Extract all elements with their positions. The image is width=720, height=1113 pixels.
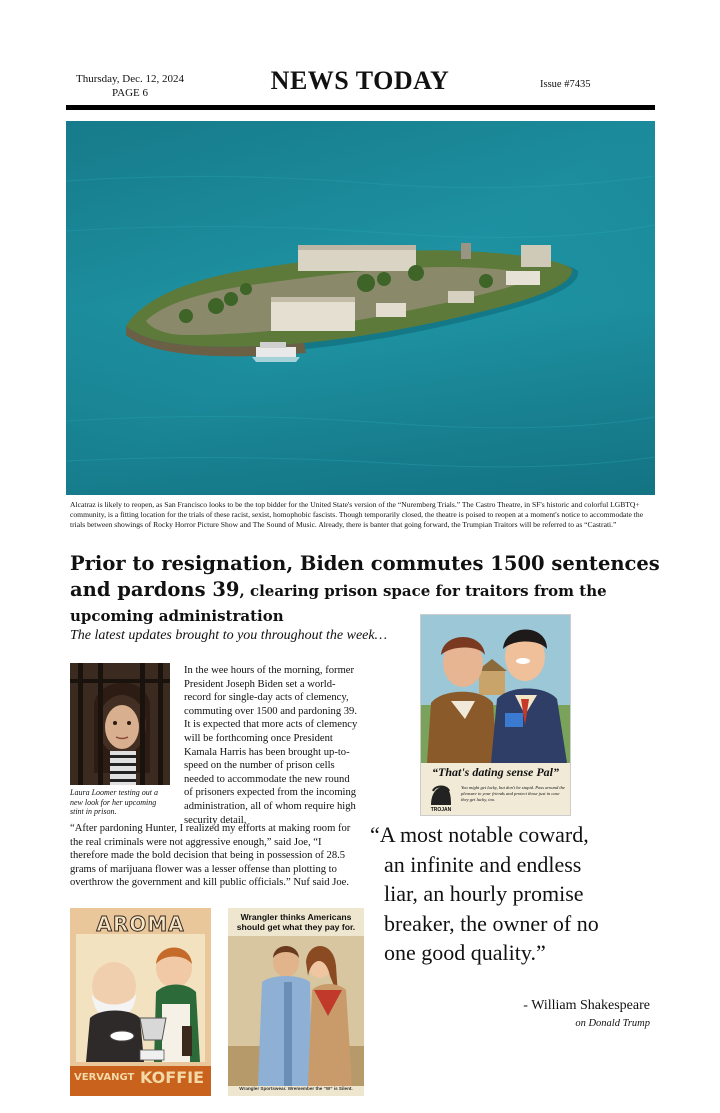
loomer-photo	[70, 663, 170, 785]
headline-main: Prior to resignation, Biden commutes 1500 sentences and pardons 39	[70, 552, 660, 601]
hero-photo-alcatraz	[66, 121, 655, 495]
article-headline	[70, 552, 660, 629]
masthead-title: NEWS TODAY	[270, 66, 450, 95]
hero-caption: Alcatraz is likely to reopen, as San Francisco looks to be the top bidder for the United State's version of the “Nuremberg Trials.” The Castro Theatre, in SF's historic and colorful LGBTQ+ community, is a fitting location for the trials of these racist, sexist, homophobic fascists. Though temporarily closed, the theatre is poised to reopen at a moment's notice to accommodate the trials between showings of Rocky Horror Picture Show and The Sound of Music. Already, there is banter that going forward, the Trumpian Traitors will be referred to as “Castrati.”	[70, 500, 644, 529]
aroma-footer-left: VERVANGT	[74, 1072, 135, 1083]
shakespeare-quote	[370, 820, 670, 968]
headline-rest: , clearing prison space for traitors from the upcoming administration	[70, 582, 607, 625]
aroma-footer-right: KOFFIE	[140, 1068, 205, 1087]
quote-attribution: - William Shakespeare	[523, 998, 650, 1013]
quote-line: liar, an hourly promise	[384, 881, 584, 906]
issue-date	[70, 72, 190, 100]
loomer-caption: Laura Loomer testing out a new look for her upcoming stint in prison.	[70, 788, 159, 816]
dating-slogan: “That's dating sense Pal”	[431, 765, 559, 779]
trojan-brand: TROJAN	[430, 807, 452, 813]
trojan-helmet-icon	[425, 783, 455, 809]
aroma-koffie-poster	[70, 908, 211, 1096]
aroma-title: AROMA	[96, 912, 185, 936]
quote-line: breaker, the owner of no	[384, 910, 599, 936]
article-body-2: “After pardoning Hunter, I realized my efforts at making room for the real criminals were not aggressive enough,” said Joe, “I therefore made the bold decision that being in possession of 28.5 grams of marijuana flower was a lesser offense than plotting to overthrow the government and kill public officials.” Nuf said Joe.	[70, 823, 351, 889]
wrangler-headline: Wrangler thinks Americans should get what they pay for.	[236, 912, 356, 932]
quote-line: one good quality.”	[384, 940, 546, 965]
wrangler-footer: Wrangler Sportswear. Wremember the “W” is Silent.	[239, 1086, 353, 1091]
issue-number: Issue #7435	[540, 79, 591, 90]
masthead-rule	[66, 105, 655, 110]
article-deck: The latest updates brought to you throughout the week…	[70, 628, 388, 643]
quote-line: an infinite and endless	[384, 851, 582, 877]
date-text: Thursday, Dec. 12, 2024	[75, 73, 185, 85]
wrangler-ad	[228, 908, 364, 1096]
quote-line: “A most notable coward,	[370, 822, 589, 847]
page-number: PAGE 6	[112, 87, 148, 99]
quote-attribution-sub: on Donald Trump	[575, 1018, 650, 1029]
article-body-1: In the wee hours of the morning, former President Joseph Biden set a world-record for single-day acts of clemency, commuting over 1500 and pardoning 39. It is expected that more acts of clemency will be forthcoming once President Kamala Harris has been brought up-to-speed on the number of prison cells needed to accommodate the new round of prisoners expected from the incoming administration, all of whom require high security detail.	[184, 665, 358, 826]
trojan-dating-ad	[420, 614, 571, 816]
dating-small-print: You might get lucky, but don't be stupid. Pass around the pleasure to your friends and protect those just in case they get lucky, too.	[461, 785, 565, 802]
